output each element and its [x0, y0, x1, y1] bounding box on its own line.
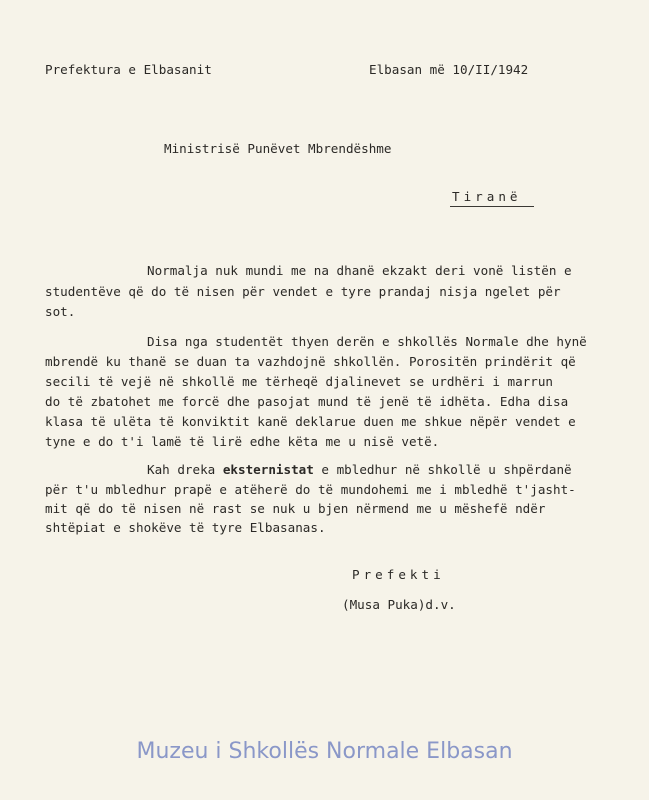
signature-name: (Musa Puka)d.v. [342, 597, 456, 612]
paragraph3-line3: mit që do të nisen në rast se nuk u bjen nërmend me u mëshefë ndër [45, 501, 546, 516]
city-underline [450, 206, 534, 207]
addressee-city: Tiranë [452, 189, 522, 204]
paragraph3-line1-part-a: Kah dreka [147, 462, 223, 477]
paragraph1-line1: Normalja nuk mundi me na dhanë ekzakt deri vonë listën e [147, 263, 572, 278]
paragraph3-line1-part-b: e mbledhur në shkollë u shpërdanë [313, 462, 572, 477]
paragraph2-line1: Disa nga studentët thyen derën e shkollës Normale dhe hynë [147, 334, 587, 349]
paragraph2-line4: do të zbatohet me forcë dhe pasojat mund të jenë të idhëta. Edha disa [45, 394, 569, 409]
paragraph2-line6: tyne e do t'i lamë të lirë edhe këta me u nisë vetë. [45, 434, 440, 449]
addressee-ministry: Ministrisë Punëvet Mbrendëshme [164, 141, 392, 156]
paragraph3-line1 [147, 464, 572, 477]
paragraph3-line4: shtëpiat e shokëve të tyre Elbasanas. [45, 520, 326, 535]
paragraph3-line1-bold: eksternistat [222, 462, 314, 477]
paragraph1-line3: sot. [45, 304, 76, 319]
place-date: Elbasan më 10/II/1942 [369, 62, 529, 77]
museum-caption: Muzeu i Shkollës Normale Elbasan [136, 739, 513, 764]
paragraph2-line2: mbrendë ku thanë se duan ta vazhdojnë shkollën. Porositën prindërit që [45, 354, 576, 369]
signature-title: Prefekti [352, 567, 445, 582]
prefecture-header: Prefektura e Elbasanit [45, 62, 212, 77]
paragraph3-line2: për t'u mbledhur prapë e atëherë do të mundohemi me i mbledhë t'jasht- [45, 482, 576, 497]
paragraph2-line5: klasa të ulëta të konviktit kanë deklarue duen me shkue nëpër vendet e [45, 414, 576, 429]
paragraph1-line2: studentëve që do të nisen për vendet e tyre prandaj nisja ngelet për [45, 284, 561, 299]
paragraph2-line3: secili të vejë në shkollë me tërheqë djalinevet se urdhëri i marrun [45, 374, 553, 389]
